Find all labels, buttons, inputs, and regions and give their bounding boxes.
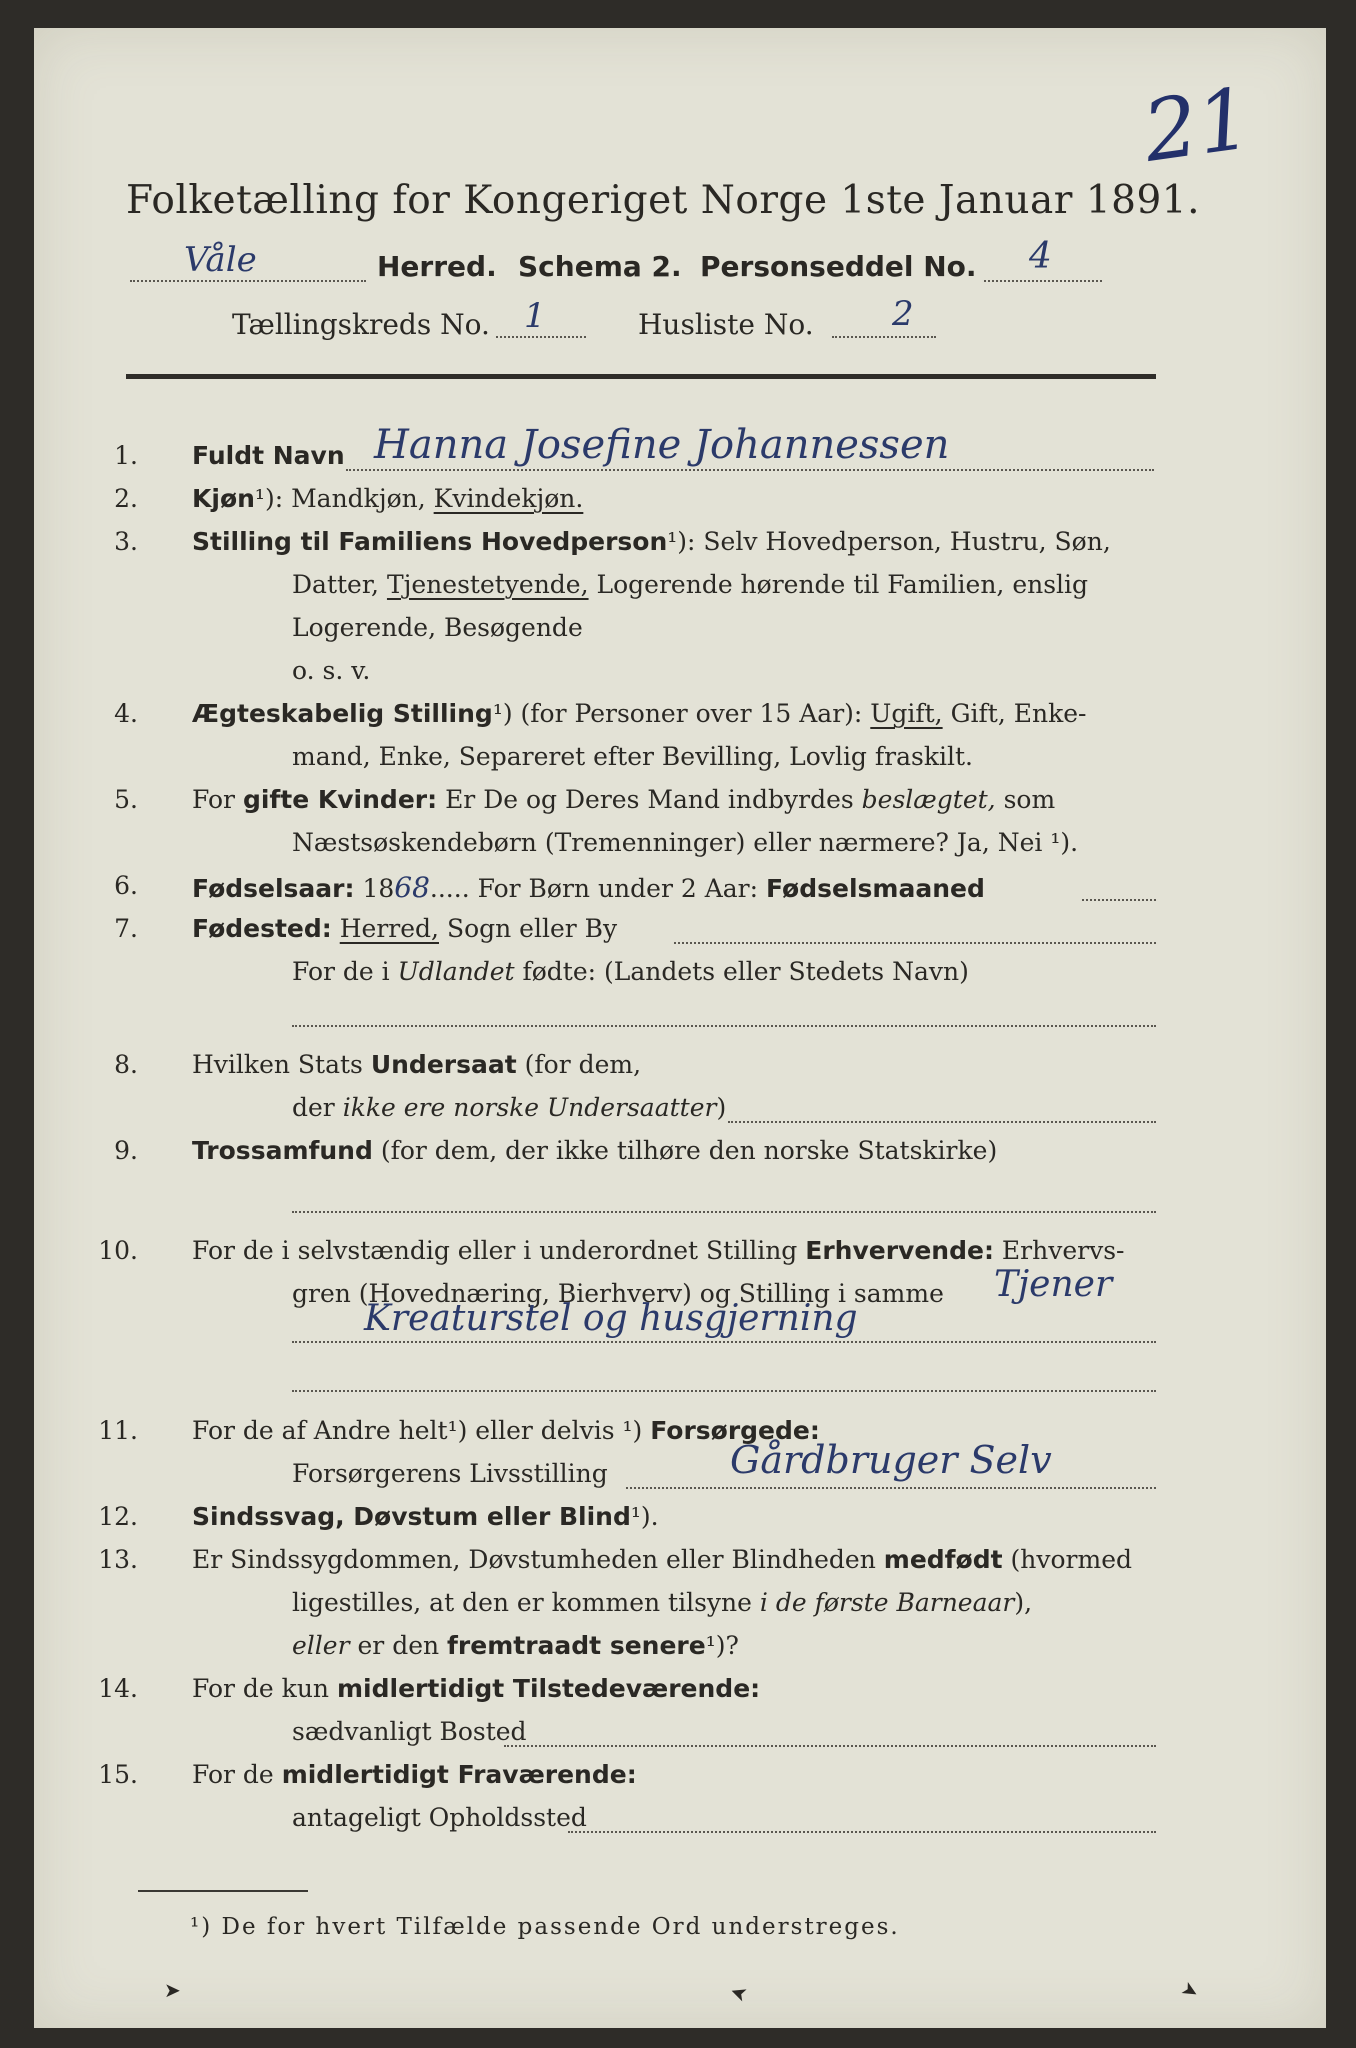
registration-mark: ➤	[726, 1979, 751, 2009]
q10-dots-2	[292, 1390, 1156, 1392]
q4-line1: Ægteskabelig Stilling¹) (for Personer over 15 Aar): Ugift, Gift, Enke-	[192, 699, 1087, 728]
page-number: 21	[1137, 69, 1258, 181]
q14-dots	[504, 1745, 1156, 1747]
q10-line2: gren (Hovednæring, Bierhverv) og Stilling i samme	[292, 1279, 944, 1308]
q3-line2: Datter, Tjenestetyende, Logerende hørende til Familien, enslig	[292, 570, 1089, 599]
q10-value-occupation: Tjener	[994, 1264, 1113, 1305]
registration-mark: ➤	[1177, 1975, 1204, 2005]
q10-value-branch: Kreaturstel og husgjerning	[364, 1298, 858, 1339]
personseddel-value: 4	[1029, 236, 1052, 277]
q4-line2: mand, Enke, Separeret efter Bevilling, Lovlig fraskilt.	[292, 742, 973, 771]
footnote-rule	[138, 1890, 308, 1892]
q1-dots	[346, 469, 1154, 471]
item-number: 13.	[98, 1545, 138, 1574]
q3-line4: o. s. v.	[292, 656, 371, 685]
footnote: ¹) De for hvert Tilfælde passende Ord understreges.	[190, 1914, 900, 1940]
item-number: 7.	[114, 914, 138, 943]
schema-label: Schema 2.	[518, 250, 682, 283]
husliste-value: 2	[892, 294, 914, 334]
q5-line2: Næstsøskendebørn (Tremenninger) eller nærmere? Ja, Nei ¹).	[292, 828, 1079, 857]
item-number: 6.	[114, 871, 138, 900]
q9-line: Trossamfund (for dem, der ikke tilhøre den norske Statskirke)	[192, 1136, 998, 1165]
q6-dots	[1082, 899, 1156, 901]
q3-line3: Logerende, Besøgende	[292, 613, 583, 642]
q11-value: Gårdbruger Selv	[730, 1438, 1052, 1482]
q15-dots	[568, 1831, 1156, 1833]
q8-dots	[728, 1121, 1156, 1123]
q7-answer-dots	[292, 1025, 1156, 1027]
q13-line1: Er Sindssygdommen, Døvstumheden eller Blindheden medfødt (hvormed	[192, 1545, 1133, 1574]
item-number: 4.	[114, 699, 138, 728]
item-number: 1.	[114, 441, 138, 470]
item-number: 8.	[114, 1050, 138, 1079]
personseddel-label: Personseddel No.	[700, 250, 977, 283]
personseddel-dots	[984, 280, 1102, 282]
item-number: 2.	[114, 484, 138, 513]
q6-year-value: 68	[394, 871, 430, 904]
q1-label: Fuldt Navn	[192, 441, 345, 470]
q7-line2: For de i Udlandet fødte: (Landets eller Stedets Navn)	[292, 957, 969, 986]
header-rule	[126, 374, 1156, 379]
taellingskreds-label: Tællingskreds No.	[232, 308, 490, 341]
q2-text: Kjøn¹): Mandkjøn, Kvindekjøn.	[192, 484, 584, 513]
q13-line3: eller er den fremtraadt senere¹)?	[292, 1631, 739, 1660]
q8-line1: Hvilken Stats Undersaat (for dem,	[192, 1050, 642, 1079]
q11-dots	[626, 1487, 1156, 1489]
q7-line1: Fødested: Herred, Sogn eller By	[192, 914, 618, 943]
q7-dots	[674, 942, 1156, 944]
q10-dots-1	[292, 1341, 1156, 1343]
q9-answer-dots	[292, 1211, 1156, 1213]
q1-value: Hanna Josefine Johannessen	[374, 422, 950, 468]
q11-line2: Forsørgerens Livsstilling	[292, 1459, 608, 1488]
taellingskreds-value: 1	[524, 296, 546, 336]
item-number: 12.	[98, 1502, 138, 1531]
q11-line1: For de af Andre helt¹) eller delvis ¹) Forsørgede:	[192, 1416, 820, 1445]
item-number: 10.	[98, 1236, 138, 1265]
herred-label: Herred.	[377, 250, 497, 283]
husliste-dots	[832, 336, 936, 338]
q13-line2: ligestilles, at den er kommen tilsyne i de første Barneaar),	[292, 1588, 1033, 1617]
registration-mark: ➤	[164, 1978, 181, 2002]
herred-value: Våle	[184, 240, 257, 280]
item-number: 3.	[114, 527, 138, 556]
item-number: 14.	[98, 1674, 138, 1703]
q3-line1: Stilling til Familiens Hovedperson¹): Selv Hovedperson, Hustru, Søn,	[192, 527, 1111, 556]
item-number: 11.	[98, 1416, 138, 1445]
q5-line1: For gifte Kvinder: Er De og Deres Mand indbyrdes beslægtet, som	[192, 785, 1056, 814]
q8-line2: der ikke ere norske Undersaatter)	[292, 1093, 727, 1122]
item-number: 5.	[114, 785, 138, 814]
item-number: 15.	[98, 1760, 138, 1789]
q12-line: Sindssvag, Døvstum eller Blind¹).	[192, 1502, 659, 1531]
herred-dots	[130, 280, 366, 282]
q15-line2: antageligt Opholdssted	[292, 1803, 587, 1832]
taellingskreds-dots	[496, 336, 586, 338]
form-title: Folketælling for Kongeriget Norge 1ste Januar 1891.	[126, 178, 1200, 223]
q15-line1: For de midlertidigt Fraværende:	[192, 1760, 637, 1789]
item-number: 9.	[114, 1136, 138, 1165]
census-form-page	[34, 28, 1326, 2028]
q6-line: Fødselsaar: 1868..... For Børn under 2 Aar: Fødselsmaaned	[192, 871, 985, 904]
q10-line1: For de i selvstændig eller i underordnet Stilling Erhvervende: Erhvervs-	[192, 1236, 1125, 1265]
q14-line2: sædvanligt Bosted	[292, 1717, 527, 1746]
husliste-label: Husliste No.	[638, 308, 814, 341]
q14-line1: For de kun midlertidigt Tilstedeværende:	[192, 1674, 761, 1703]
